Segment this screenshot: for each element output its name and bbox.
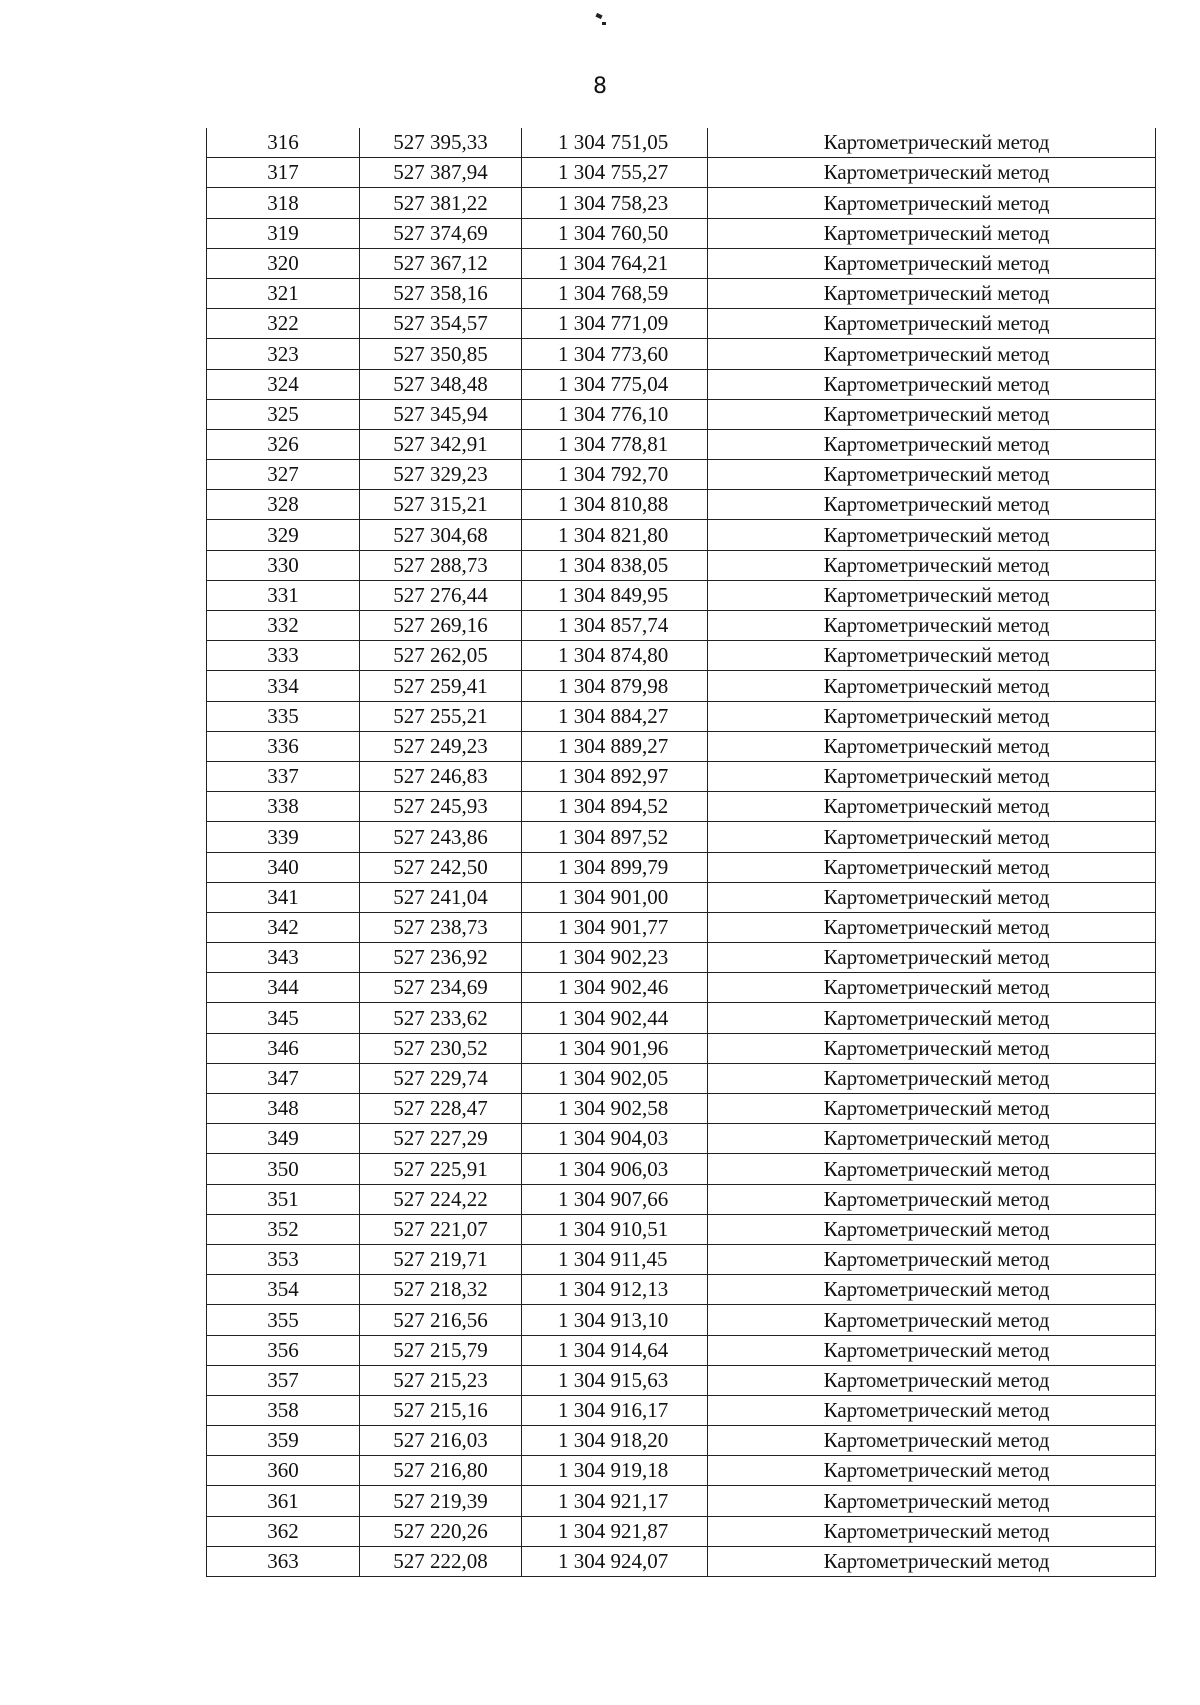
x-coordinate-cell: 527 288,73	[360, 550, 522, 580]
y-coordinate-cell: 1 304 901,00	[522, 882, 708, 912]
table-row	[207, 1094, 1156, 1124]
point-number-cell: 363	[207, 1546, 360, 1576]
method-cell: Картометрический метод	[708, 761, 1156, 791]
point-number-cell: 323	[207, 339, 360, 369]
method-cell: Картометрический метод	[708, 1063, 1156, 1093]
table-row	[207, 1456, 1156, 1486]
x-coordinate-cell: 527 276,44	[360, 580, 522, 610]
x-coordinate-cell: 527 218,32	[360, 1275, 522, 1305]
point-number-cell: 338	[207, 792, 360, 822]
point-number-cell: 361	[207, 1486, 360, 1516]
x-coordinate-cell: 527 342,91	[360, 429, 522, 459]
x-coordinate-cell: 527 329,23	[360, 460, 522, 490]
method-cell: Картометрический метод	[708, 641, 1156, 671]
method-cell: Картометрический метод	[708, 1486, 1156, 1516]
method-cell: Картометрический метод	[708, 429, 1156, 459]
y-coordinate-cell: 1 304 907,66	[522, 1184, 708, 1214]
point-number-cell: 357	[207, 1365, 360, 1395]
coordinates-table-body	[207, 128, 1156, 1577]
point-number-cell: 319	[207, 218, 360, 248]
table-row	[207, 852, 1156, 882]
x-coordinate-cell: 527 236,92	[360, 943, 522, 973]
table-row	[207, 1033, 1156, 1063]
point-number-cell: 360	[207, 1456, 360, 1486]
scan-mark	[602, 22, 606, 25]
point-number-cell: 333	[207, 641, 360, 671]
method-cell: Картометрический метод	[708, 973, 1156, 1003]
y-coordinate-cell: 1 304 889,27	[522, 731, 708, 761]
table-row	[207, 339, 1156, 369]
x-coordinate-cell: 527 219,71	[360, 1244, 522, 1274]
x-coordinate-cell: 527 238,73	[360, 912, 522, 942]
point-number-cell: 321	[207, 278, 360, 308]
x-coordinate-cell: 527 255,21	[360, 701, 522, 731]
y-coordinate-cell: 1 304 751,05	[522, 128, 708, 158]
point-number-cell: 345	[207, 1003, 360, 1033]
x-coordinate-cell: 527 216,56	[360, 1305, 522, 1335]
table-row	[207, 611, 1156, 641]
y-coordinate-cell: 1 304 821,80	[522, 520, 708, 550]
table-row	[207, 1154, 1156, 1184]
x-coordinate-cell: 527 221,07	[360, 1214, 522, 1244]
table-row	[207, 429, 1156, 459]
y-coordinate-cell: 1 304 918,20	[522, 1426, 708, 1456]
method-cell: Картометрический метод	[708, 822, 1156, 852]
method-cell: Картометрический метод	[708, 369, 1156, 399]
x-coordinate-cell: 527 243,86	[360, 822, 522, 852]
y-coordinate-cell: 1 304 902,46	[522, 973, 708, 1003]
table-row	[207, 641, 1156, 671]
point-number-cell: 316	[207, 128, 360, 158]
y-coordinate-cell: 1 304 914,64	[522, 1335, 708, 1365]
y-coordinate-cell: 1 304 902,44	[522, 1003, 708, 1033]
point-number-cell: 332	[207, 611, 360, 641]
x-coordinate-cell: 527 230,52	[360, 1033, 522, 1063]
method-cell: Картометрический метод	[708, 520, 1156, 550]
point-number-cell: 356	[207, 1335, 360, 1365]
method-cell: Картометрический метод	[708, 580, 1156, 610]
y-coordinate-cell: 1 304 901,96	[522, 1033, 708, 1063]
y-coordinate-cell: 1 304 921,87	[522, 1516, 708, 1546]
point-number-cell: 327	[207, 460, 360, 490]
x-coordinate-cell: 527 367,12	[360, 248, 522, 278]
point-number-cell: 339	[207, 822, 360, 852]
table-row	[207, 973, 1156, 1003]
table-row	[207, 490, 1156, 520]
table-row	[207, 1003, 1156, 1033]
y-coordinate-cell: 1 304 906,03	[522, 1154, 708, 1184]
table-row	[207, 701, 1156, 731]
y-coordinate-cell: 1 304 924,07	[522, 1546, 708, 1576]
x-coordinate-cell: 527 350,85	[360, 339, 522, 369]
table-row	[207, 1546, 1156, 1576]
x-coordinate-cell: 527 224,22	[360, 1184, 522, 1214]
method-cell: Картометрический метод	[708, 1033, 1156, 1063]
y-coordinate-cell: 1 304 760,50	[522, 218, 708, 248]
method-cell: Картометрический метод	[708, 1546, 1156, 1576]
table-row	[207, 943, 1156, 973]
point-number-cell: 355	[207, 1305, 360, 1335]
y-coordinate-cell: 1 304 897,52	[522, 822, 708, 852]
y-coordinate-cell: 1 304 874,80	[522, 641, 708, 671]
method-cell: Картометрический метод	[708, 218, 1156, 248]
x-coordinate-cell: 527 395,33	[360, 128, 522, 158]
x-coordinate-cell: 527 233,62	[360, 1003, 522, 1033]
table-row	[207, 248, 1156, 278]
table-row	[207, 1275, 1156, 1305]
point-number-cell: 349	[207, 1124, 360, 1154]
x-coordinate-cell: 527 234,69	[360, 973, 522, 1003]
y-coordinate-cell: 1 304 915,63	[522, 1365, 708, 1395]
method-cell: Картометрический метод	[708, 1244, 1156, 1274]
table-row	[207, 128, 1156, 158]
x-coordinate-cell: 527 358,16	[360, 278, 522, 308]
x-coordinate-cell: 527 215,79	[360, 1335, 522, 1365]
method-cell: Картометрический метод	[708, 128, 1156, 158]
method-cell: Картометрический метод	[708, 943, 1156, 973]
table-row	[207, 278, 1156, 308]
point-number-cell: 322	[207, 309, 360, 339]
method-cell: Картометрический метод	[708, 248, 1156, 278]
y-coordinate-cell: 1 304 901,77	[522, 912, 708, 942]
method-cell: Картометрический метод	[708, 550, 1156, 580]
point-number-cell: 353	[207, 1244, 360, 1274]
point-number-cell: 341	[207, 882, 360, 912]
point-number-cell: 325	[207, 399, 360, 429]
scan-mark	[595, 13, 602, 19]
method-cell: Картометрический метод	[708, 1124, 1156, 1154]
x-coordinate-cell: 527 354,57	[360, 309, 522, 339]
table-row	[207, 671, 1156, 701]
y-coordinate-cell: 1 304 911,45	[522, 1244, 708, 1274]
table-row	[207, 520, 1156, 550]
point-number-cell: 328	[207, 490, 360, 520]
y-coordinate-cell: 1 304 775,04	[522, 369, 708, 399]
method-cell: Картометрический метод	[708, 278, 1156, 308]
y-coordinate-cell: 1 304 916,17	[522, 1395, 708, 1425]
y-coordinate-cell: 1 304 758,23	[522, 188, 708, 218]
table-row	[207, 882, 1156, 912]
table-row	[207, 1365, 1156, 1395]
y-coordinate-cell: 1 304 764,21	[522, 248, 708, 278]
method-cell: Картометрический метод	[708, 1275, 1156, 1305]
table-row	[207, 761, 1156, 791]
point-number-cell: 351	[207, 1184, 360, 1214]
x-coordinate-cell: 527 249,23	[360, 731, 522, 761]
x-coordinate-cell: 527 241,04	[360, 882, 522, 912]
point-number-cell: 354	[207, 1275, 360, 1305]
table-row	[207, 550, 1156, 580]
x-coordinate-cell: 527 374,69	[360, 218, 522, 248]
y-coordinate-cell: 1 304 857,74	[522, 611, 708, 641]
table-row	[207, 460, 1156, 490]
method-cell: Картометрический метод	[708, 1426, 1156, 1456]
y-coordinate-cell: 1 304 776,10	[522, 399, 708, 429]
y-coordinate-cell: 1 304 902,05	[522, 1063, 708, 1093]
x-coordinate-cell: 527 345,94	[360, 399, 522, 429]
method-cell: Картометрический метод	[708, 671, 1156, 701]
point-number-cell: 350	[207, 1154, 360, 1184]
method-cell: Картометрический метод	[708, 1365, 1156, 1395]
x-coordinate-cell: 527 262,05	[360, 641, 522, 671]
method-cell: Картометрический метод	[708, 611, 1156, 641]
point-number-cell: 359	[207, 1426, 360, 1456]
point-number-cell: 330	[207, 550, 360, 580]
method-cell: Картометрический метод	[708, 1154, 1156, 1184]
y-coordinate-cell: 1 304 773,60	[522, 339, 708, 369]
point-number-cell: 346	[207, 1033, 360, 1063]
method-cell: Картометрический метод	[708, 339, 1156, 369]
point-number-cell: 340	[207, 852, 360, 882]
page-number: 8	[593, 74, 607, 99]
method-cell: Картометрический метод	[708, 1335, 1156, 1365]
point-number-cell: 326	[207, 429, 360, 459]
y-coordinate-cell: 1 304 899,79	[522, 852, 708, 882]
table-row	[207, 1516, 1156, 1546]
method-cell: Картометрический метод	[708, 1516, 1156, 1546]
table-row	[207, 580, 1156, 610]
point-number-cell: 348	[207, 1094, 360, 1124]
x-coordinate-cell: 527 259,41	[360, 671, 522, 701]
y-coordinate-cell: 1 304 771,09	[522, 309, 708, 339]
x-coordinate-cell: 527 269,16	[360, 611, 522, 641]
y-coordinate-cell: 1 304 894,52	[522, 792, 708, 822]
table-row	[207, 1305, 1156, 1335]
method-cell: Картометрический метод	[708, 1395, 1156, 1425]
table-row	[207, 1244, 1156, 1274]
method-cell: Картометрический метод	[708, 309, 1156, 339]
point-number-cell: 336	[207, 731, 360, 761]
method-cell: Картометрический метод	[708, 1184, 1156, 1214]
y-coordinate-cell: 1 304 921,17	[522, 1486, 708, 1516]
point-number-cell: 331	[207, 580, 360, 610]
method-cell: Картометрический метод	[708, 1305, 1156, 1335]
method-cell: Картометрический метод	[708, 1456, 1156, 1486]
method-cell: Картометрический метод	[708, 1094, 1156, 1124]
coordinates-table	[206, 128, 1156, 1577]
method-cell: Картометрический метод	[708, 1003, 1156, 1033]
x-coordinate-cell: 527 245,93	[360, 792, 522, 822]
y-coordinate-cell: 1 304 902,23	[522, 943, 708, 973]
point-number-cell: 334	[207, 671, 360, 701]
y-coordinate-cell: 1 304 810,88	[522, 490, 708, 520]
y-coordinate-cell: 1 304 879,98	[522, 671, 708, 701]
y-coordinate-cell: 1 304 910,51	[522, 1214, 708, 1244]
point-number-cell: 324	[207, 369, 360, 399]
table-row	[207, 731, 1156, 761]
x-coordinate-cell: 527 215,23	[360, 1365, 522, 1395]
x-coordinate-cell: 527 304,68	[360, 520, 522, 550]
method-cell: Картометрический метод	[708, 188, 1156, 218]
method-cell: Картометрический метод	[708, 399, 1156, 429]
point-number-cell: 343	[207, 943, 360, 973]
point-number-cell: 317	[207, 158, 360, 188]
x-coordinate-cell: 527 215,16	[360, 1395, 522, 1425]
table-row	[207, 188, 1156, 218]
point-number-cell: 335	[207, 701, 360, 731]
table-row	[207, 1184, 1156, 1214]
x-coordinate-cell: 527 242,50	[360, 852, 522, 882]
table-row	[207, 369, 1156, 399]
method-cell: Картометрический метод	[708, 912, 1156, 942]
table-row	[207, 1214, 1156, 1244]
method-cell: Картометрический метод	[708, 731, 1156, 761]
x-coordinate-cell: 527 387,94	[360, 158, 522, 188]
y-coordinate-cell: 1 304 912,13	[522, 1275, 708, 1305]
x-coordinate-cell: 527 229,74	[360, 1063, 522, 1093]
table-row	[207, 218, 1156, 248]
y-coordinate-cell: 1 304 919,18	[522, 1456, 708, 1486]
method-cell: Картометрический метод	[708, 1214, 1156, 1244]
method-cell: Картометрический метод	[708, 701, 1156, 731]
point-number-cell: 347	[207, 1063, 360, 1093]
method-cell: Картометрический метод	[708, 158, 1156, 188]
point-number-cell: 342	[207, 912, 360, 942]
point-number-cell: 337	[207, 761, 360, 791]
y-coordinate-cell: 1 304 792,70	[522, 460, 708, 490]
x-coordinate-cell: 527 216,03	[360, 1426, 522, 1456]
table-row	[207, 822, 1156, 852]
method-cell: Картометрический метод	[708, 852, 1156, 882]
table-row	[207, 912, 1156, 942]
point-number-cell: 318	[207, 188, 360, 218]
table-row	[207, 399, 1156, 429]
method-cell: Картометрический метод	[708, 460, 1156, 490]
method-cell: Картометрический метод	[708, 882, 1156, 912]
y-coordinate-cell: 1 304 778,81	[522, 429, 708, 459]
x-coordinate-cell: 527 381,22	[360, 188, 522, 218]
point-number-cell: 320	[207, 248, 360, 278]
x-coordinate-cell: 527 228,47	[360, 1094, 522, 1124]
x-coordinate-cell: 527 222,08	[360, 1546, 522, 1576]
point-number-cell: 358	[207, 1395, 360, 1425]
x-coordinate-cell: 527 348,48	[360, 369, 522, 399]
table-row	[207, 1395, 1156, 1425]
table-row	[207, 309, 1156, 339]
table-row	[207, 1486, 1156, 1516]
method-cell: Картометрический метод	[708, 490, 1156, 520]
x-coordinate-cell: 527 246,83	[360, 761, 522, 791]
point-number-cell: 329	[207, 520, 360, 550]
y-coordinate-cell: 1 304 768,59	[522, 278, 708, 308]
table-row	[207, 1426, 1156, 1456]
y-coordinate-cell: 1 304 902,58	[522, 1094, 708, 1124]
point-number-cell: 362	[207, 1516, 360, 1546]
x-coordinate-cell: 527 225,91	[360, 1154, 522, 1184]
x-coordinate-cell: 527 315,21	[360, 490, 522, 520]
y-coordinate-cell: 1 304 755,27	[522, 158, 708, 188]
y-coordinate-cell: 1 304 904,03	[522, 1124, 708, 1154]
x-coordinate-cell: 527 216,80	[360, 1456, 522, 1486]
x-coordinate-cell: 527 227,29	[360, 1124, 522, 1154]
y-coordinate-cell: 1 304 849,95	[522, 580, 708, 610]
point-number-cell: 344	[207, 973, 360, 1003]
method-cell: Картометрический метод	[708, 792, 1156, 822]
y-coordinate-cell: 1 304 892,97	[522, 761, 708, 791]
x-coordinate-cell: 527 219,39	[360, 1486, 522, 1516]
y-coordinate-cell: 1 304 913,10	[522, 1305, 708, 1335]
table-row	[207, 1335, 1156, 1365]
y-coordinate-cell: 1 304 838,05	[522, 550, 708, 580]
y-coordinate-cell: 1 304 884,27	[522, 701, 708, 731]
table-row	[207, 158, 1156, 188]
table-row	[207, 1124, 1156, 1154]
point-number-cell: 352	[207, 1214, 360, 1244]
table-row	[207, 792, 1156, 822]
x-coordinate-cell: 527 220,26	[360, 1516, 522, 1546]
table-row	[207, 1063, 1156, 1093]
